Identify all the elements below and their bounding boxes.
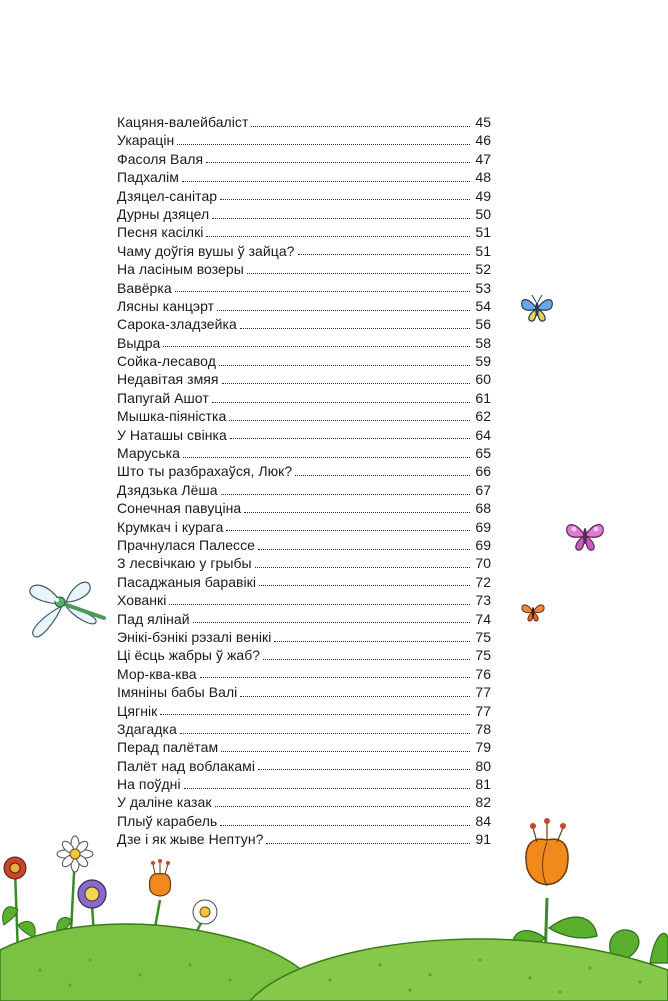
toc-leader-dots bbox=[193, 622, 470, 623]
toc-entry-page-number: 67 bbox=[475, 481, 491, 498]
toc-entry-title: Мышка-піяністка bbox=[117, 408, 227, 425]
toc-leader-dots bbox=[298, 254, 470, 255]
toc-entry bbox=[117, 812, 491, 830]
toc-entry-page-number: 46 bbox=[475, 132, 491, 149]
toc-entry-page-number: 47 bbox=[475, 150, 491, 167]
butterfly-icon bbox=[518, 292, 556, 326]
toc-leader-dots bbox=[240, 328, 470, 329]
toc-entry-page-number: 61 bbox=[475, 389, 491, 406]
toc-leader-dots bbox=[220, 825, 470, 826]
toc-entry-title: У Наташы свінка bbox=[117, 426, 227, 443]
toc-leader-dots bbox=[266, 843, 470, 844]
toc-entry-page-number: 78 bbox=[475, 720, 491, 737]
toc-leader-dots bbox=[219, 365, 470, 366]
toc-entry bbox=[117, 628, 491, 646]
toc-entry bbox=[117, 591, 491, 609]
toc-entry bbox=[117, 242, 491, 260]
toc-entry-title: Імяніны бабы Валі bbox=[117, 684, 238, 701]
toc-entry bbox=[117, 683, 491, 701]
toc-entry bbox=[117, 407, 491, 425]
toc-entry-title: Што ты разбрахаўся, Люк? bbox=[117, 463, 293, 480]
toc-entry-page-number: 65 bbox=[475, 445, 491, 462]
toc-leader-dots bbox=[175, 291, 470, 292]
toc-entry bbox=[117, 646, 491, 664]
toc-entry-title: Здагадка bbox=[117, 720, 177, 737]
toc-leader-dots bbox=[163, 346, 470, 347]
toc-entry bbox=[117, 223, 491, 241]
toc-entry-page-number: 70 bbox=[475, 555, 491, 572]
toc-entry-title: Фасоля Валя bbox=[117, 150, 204, 167]
toc-entry-title: Сарока-зладзейка bbox=[117, 316, 237, 333]
toc-entry-page-number: 66 bbox=[475, 463, 491, 480]
toc-leader-dots bbox=[217, 310, 470, 311]
toc-entry-title: Недавітая змяя bbox=[117, 371, 219, 388]
toc-leader-dots bbox=[184, 788, 470, 789]
toc-entry-page-number: 51 bbox=[475, 242, 491, 259]
toc-entry bbox=[117, 573, 491, 591]
toc-entry-title: Сонечная павуціна bbox=[117, 500, 242, 517]
toc-entry bbox=[117, 260, 491, 278]
toc-entry bbox=[117, 665, 491, 683]
toc-entry-title: Палёт над воблакамі bbox=[117, 757, 255, 774]
toc-entry-title: Дзядзька Лёша bbox=[117, 481, 218, 498]
toc-entry-page-number: 53 bbox=[475, 279, 491, 296]
toc-leader-dots bbox=[259, 585, 470, 586]
toc-entry bbox=[117, 334, 491, 352]
toc-leader-dots bbox=[274, 641, 470, 642]
toc-entry-title: Перад палётам bbox=[117, 739, 219, 756]
toc-entry bbox=[117, 352, 491, 370]
toc-leader-dots bbox=[212, 218, 470, 219]
toc-entry-page-number: 50 bbox=[475, 205, 491, 222]
toc-entry bbox=[117, 131, 491, 149]
toc-entry-page-number: 52 bbox=[475, 261, 491, 278]
toc-entry-title: Дзе і як жыве Нептун? bbox=[117, 831, 264, 848]
toc-entry bbox=[117, 793, 491, 811]
toc-entry-page-number: 72 bbox=[475, 573, 491, 590]
toc-entry-page-number: 81 bbox=[475, 776, 491, 793]
toc-leader-dots bbox=[263, 659, 470, 660]
toc-entry bbox=[117, 279, 491, 297]
toc-entry bbox=[117, 481, 491, 499]
toc-entry-title: Выдра bbox=[117, 334, 161, 351]
toc-leader-dots bbox=[200, 677, 470, 678]
toc-entry bbox=[117, 775, 491, 793]
toc-leader-dots bbox=[230, 438, 470, 439]
toc-entry-page-number: 45 bbox=[475, 114, 491, 130]
toc-entry-title: Хованкі bbox=[117, 592, 167, 609]
butterfly-icon bbox=[520, 599, 546, 625]
toc-entry-page-number: 49 bbox=[475, 187, 491, 204]
toc-entry-page-number: 77 bbox=[475, 702, 491, 719]
toc-entry bbox=[117, 113, 491, 131]
toc-entry-title: Сойка-лесавод bbox=[117, 353, 216, 370]
toc-entry-page-number: 84 bbox=[475, 812, 491, 829]
toc-entry bbox=[117, 518, 491, 536]
toc-entry bbox=[117, 536, 491, 554]
toc-entry bbox=[117, 168, 491, 186]
toc-leader-dots bbox=[183, 457, 470, 458]
toc-entry-page-number: 73 bbox=[475, 592, 491, 609]
toc-entry bbox=[117, 610, 491, 628]
toc-leader-dots bbox=[220, 199, 470, 200]
toc-entry-title: На ласіным возеры bbox=[117, 261, 244, 278]
toc-leader-dots bbox=[221, 494, 470, 495]
toc-entry-title: Кацяня-валейбаліст bbox=[117, 114, 249, 130]
toc-entry-title: З лесвічкаю у грыбы bbox=[117, 555, 252, 572]
toc-leader-dots bbox=[255, 567, 470, 568]
toc-leader-dots bbox=[244, 512, 470, 513]
toc-entry bbox=[117, 720, 491, 738]
grass-hills bbox=[0, 860, 668, 1001]
butterfly-icon bbox=[563, 517, 607, 555]
toc-entry-title: Ці ёсць жабры ў жаб? bbox=[117, 647, 261, 664]
toc-entry-page-number: 60 bbox=[475, 371, 491, 388]
toc-entry-page-number: 74 bbox=[475, 610, 491, 627]
toc-entry bbox=[117, 370, 491, 388]
toc-entry-page-number: 77 bbox=[475, 684, 491, 701]
toc-entry-title: Пад ялінай bbox=[117, 610, 190, 627]
toc-leader-dots bbox=[206, 236, 470, 237]
toc-leader-dots bbox=[258, 769, 470, 770]
toc-entry bbox=[117, 426, 491, 444]
toc-entry bbox=[117, 297, 491, 315]
toc-leader-dots bbox=[258, 549, 470, 550]
toc-leader-dots bbox=[226, 530, 470, 531]
toc-entry-page-number: 56 bbox=[475, 316, 491, 333]
toc-entry bbox=[117, 757, 491, 775]
toc-entry-title: Мор-ква-ква bbox=[117, 665, 197, 682]
toc-entry-page-number: 76 bbox=[475, 665, 491, 682]
toc-leader-dots bbox=[229, 420, 470, 421]
toc-entry-title: Прачнулася Палессе bbox=[117, 536, 255, 553]
toc-entry-page-number: 69 bbox=[475, 518, 491, 535]
toc-leader-dots bbox=[206, 162, 470, 163]
toc-entry-title: Вавёрка bbox=[117, 279, 172, 296]
toc-leader-dots bbox=[182, 181, 470, 182]
toc-entry-title: Дурны дзяцел bbox=[117, 205, 210, 222]
toc-entry-title: Чаму доўгія вушы ў зайца? bbox=[117, 242, 295, 259]
toc-leader-dots bbox=[169, 604, 470, 605]
toc-entry bbox=[117, 205, 491, 223]
toc-entry-page-number: 69 bbox=[475, 536, 491, 553]
toc-entry bbox=[117, 702, 491, 720]
dragonfly-icon bbox=[18, 572, 106, 644]
toc-leader-dots bbox=[222, 383, 470, 384]
table-of-contents bbox=[117, 113, 491, 849]
toc-entry bbox=[117, 444, 491, 462]
toc-entry-page-number: 80 bbox=[475, 757, 491, 774]
toc-entry-page-number: 64 bbox=[475, 426, 491, 443]
toc-entry bbox=[117, 315, 491, 333]
toc-entry-title: Падхалім bbox=[117, 169, 179, 186]
toc-leader-dots bbox=[180, 733, 470, 734]
toc-leader-dots bbox=[251, 126, 470, 127]
toc-entry-title: На поўдні bbox=[117, 776, 181, 793]
toc-entry bbox=[117, 150, 491, 168]
toc-entry-page-number: 91 bbox=[475, 831, 491, 848]
toc-entry-title: Песня касілкі bbox=[117, 224, 204, 241]
toc-entry bbox=[117, 499, 491, 517]
toc-entry-page-number: 75 bbox=[475, 647, 491, 664]
toc-leader-dots bbox=[177, 144, 470, 145]
toc-entry-page-number: 82 bbox=[475, 794, 491, 811]
toc-leader-dots bbox=[295, 475, 470, 476]
toc-leader-dots bbox=[247, 273, 470, 274]
toc-entry-title: У даліне казак bbox=[117, 794, 212, 811]
toc-leader-dots bbox=[221, 751, 470, 752]
toc-entry bbox=[117, 554, 491, 572]
toc-entry-title: Плыў карабель bbox=[117, 812, 218, 829]
toc-entry-title: Крумкач і курага bbox=[117, 518, 224, 535]
toc-entry-page-number: 75 bbox=[475, 628, 491, 645]
toc-entry bbox=[117, 738, 491, 756]
toc-entry-title: Папугай Ашот bbox=[117, 389, 209, 406]
toc-entry-title: Цягнік bbox=[117, 702, 158, 719]
toc-entry-title: Энікі-бэнікі рэзалі венікі bbox=[117, 628, 272, 645]
toc-entry-title: Маруська bbox=[117, 445, 180, 462]
toc-leader-dots bbox=[240, 696, 470, 697]
toc-entry-title: Дзяцел-санітар bbox=[117, 187, 218, 204]
toc-entry-page-number: 48 bbox=[475, 169, 491, 186]
toc-entry-title: Пасаджаныя баравікі bbox=[117, 573, 257, 590]
toc-entry-page-number: 54 bbox=[475, 297, 491, 314]
toc-entry bbox=[117, 389, 491, 407]
toc-entry-page-number: 62 bbox=[475, 408, 491, 425]
toc-entry-page-number: 59 bbox=[475, 353, 491, 370]
toc-entry bbox=[117, 187, 491, 205]
toc-entry-page-number: 68 bbox=[475, 500, 491, 517]
toc-entry-title: Укарацін bbox=[117, 132, 175, 149]
toc-entry-title: Лясны канцэрт bbox=[117, 297, 215, 314]
toc-entry-page-number: 79 bbox=[475, 739, 491, 756]
toc-entry bbox=[117, 462, 491, 480]
toc-leader-dots bbox=[212, 402, 470, 403]
toc-leader-dots bbox=[160, 714, 470, 715]
toc-entry-page-number: 58 bbox=[475, 334, 491, 351]
toc-entry-page-number: 51 bbox=[475, 224, 491, 241]
toc-leader-dots bbox=[215, 806, 470, 807]
